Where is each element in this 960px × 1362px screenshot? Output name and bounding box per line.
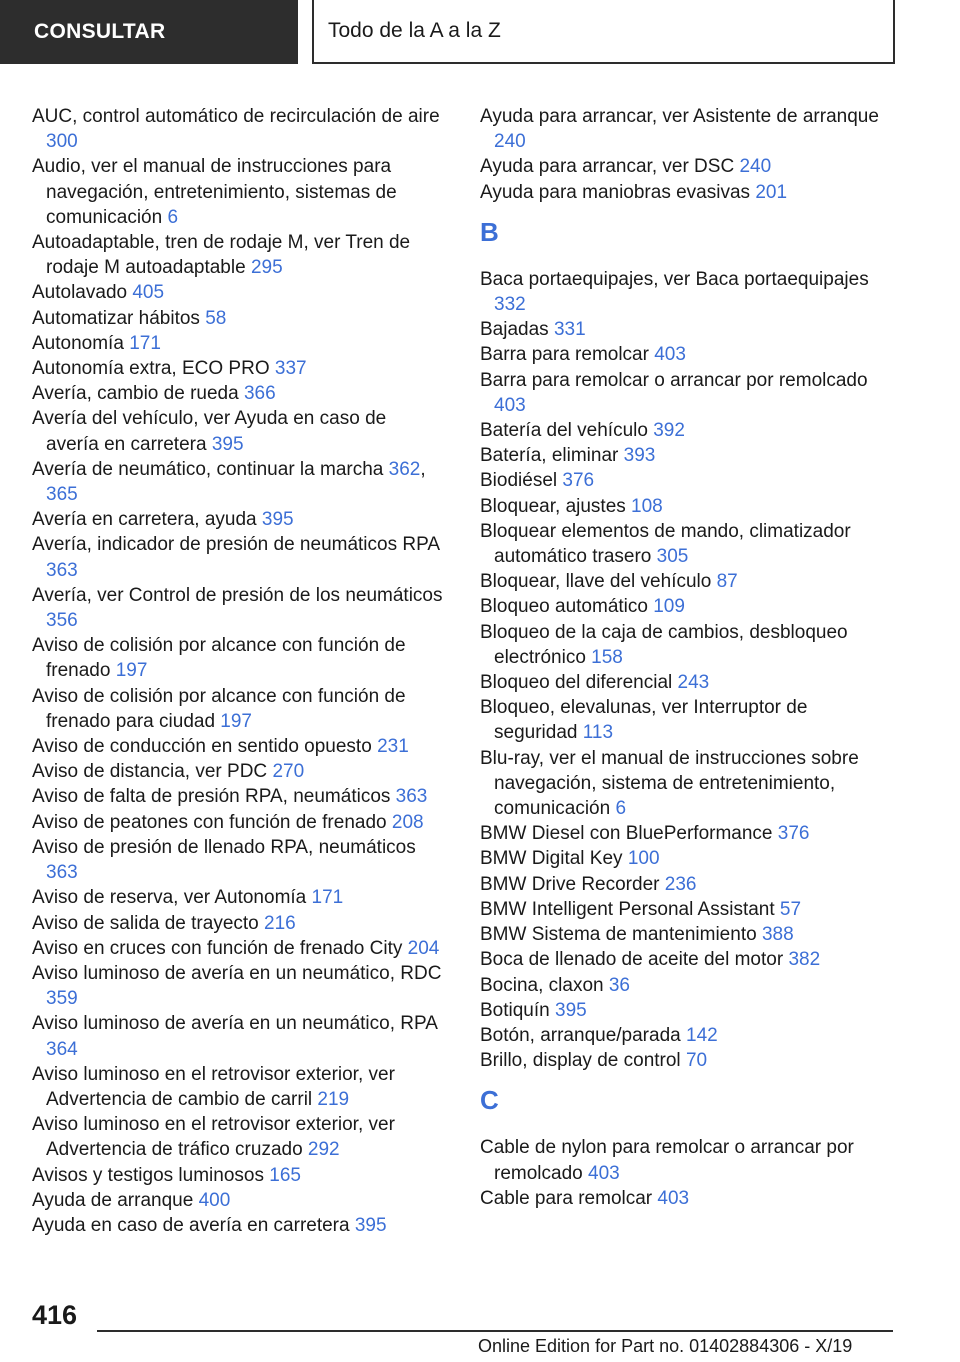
index-entry [32,734,444,759]
index-entry-text: Barra para remolcar o arrancar por remolcado [480,369,868,391]
index-entry [480,317,892,342]
index-entry-text: Blu-ray, ver el manual de instrucciones sobre navegación, sistema de entretenimiento, comunicación [480,747,859,820]
page-reference-link[interactable]: 400 [198,1189,231,1211]
index-entry-text: Botón, arranque/parada [480,1024,681,1046]
index-entry-text: Aviso de reserva, ver Autonomía [32,887,307,909]
page-reference-link[interactable]: 216 [264,912,296,934]
page-reference-link[interactable]: 395 [555,999,587,1021]
index-entry [32,1163,444,1188]
index-entry [480,594,892,619]
index-entry-text: Bloquear, llave del vehículo [480,571,712,593]
index-entry [32,104,444,154]
index-entry-text: BMW Intelligent Personal Assistant [480,898,775,920]
index-entry-text: Bocina, claxon [480,974,604,996]
index-entry-text: Autolavado [32,282,128,304]
index-entry [32,1011,444,1061]
index-entry [480,1186,892,1211]
page-header [0,0,960,66]
index-column-right [480,104,892,1211]
index-entry-text: Ayuda para arrancar, ver Asistente de arranque [480,106,879,127]
index-entry [480,443,892,468]
index-entry-text: Aviso luminoso en el retrovisor exterior, ver Advertencia de cambio de carril [32,1063,395,1110]
index-entry [32,406,444,456]
index-entry-text: Batería, eliminar [480,445,619,467]
page-reference-link[interactable]: 403 [494,394,526,416]
index-entry [32,230,444,280]
page-reference-link[interactable]: 362 [388,458,421,480]
index-entry-text: Aviso luminoso en el retrovisor exterior, ver Advertencia de tráfico cruzado [32,1114,395,1161]
index-entry-text: Aviso luminoso de avería en un neumático, RDC [32,962,442,984]
edition-note: Online Edition for Part no. 01402884306 - X/19 [478,1336,853,1356]
index-entry [32,759,444,784]
index-entry [32,784,444,809]
page-reference-link[interactable]: 197 [115,660,148,682]
page-reference-link[interactable]: 208 [391,811,424,833]
index-entry [480,468,892,493]
page-reference-link[interactable]: 393 [623,445,656,467]
page-reference-link[interactable]: 70 [685,1050,708,1072]
page-reference-link[interactable]: 109 [653,596,685,618]
index-entry [32,583,444,633]
page-reference-link[interactable]: 392 [653,420,685,442]
page-reference-link[interactable]: 197 [220,710,252,732]
index-entry [32,154,444,230]
index-entry [480,267,892,317]
page-reference-link[interactable]: 363 [46,862,78,884]
index-entry [480,569,892,594]
index-entry: Avería de neumático, continuar la marcha 362, 365 [32,458,426,506]
index-entry [32,1112,444,1162]
index-entry [32,280,444,305]
index-entry [32,1062,444,1112]
index-entry-text: Boca de llenado de aceite del motor [480,949,784,971]
index-entry [480,897,892,922]
index-entry [32,1188,444,1213]
page-reference-link[interactable]: 108 [631,495,663,517]
page-reference-link[interactable]: 57 [779,898,802,920]
page-reference-link[interactable]: 100 [627,848,660,870]
page-reference-link[interactable]: 388 [761,924,794,946]
index-entry [32,835,444,885]
index-entry [480,1135,892,1185]
page-reference-link[interactable]: 204 [407,937,440,959]
index-entry [32,306,444,331]
page-reference-link[interactable]: 359 [46,988,78,1010]
index-entry-text: Avería de neumático, continuar la marcha [32,458,384,480]
page-reference-link[interactable]: 201 [755,181,788,203]
index-entry [32,684,444,734]
page-reference-link[interactable]: 363 [46,559,78,581]
index-entry-text: Bloqueo del diferencial [480,672,673,694]
page-reference-link[interactable]: 158 [591,646,623,668]
page-reference-link[interactable]: 243 [677,672,710,694]
index-entry-text: Aviso de distancia, ver PDC [32,761,268,783]
page-reference-link[interactable]: 6 [615,798,627,820]
index-entry-text: Aviso en cruces con función de frenado City [32,937,403,959]
page-reference-link[interactable]: 395 [261,509,294,531]
page-reference-link[interactable]: 142 [686,1024,718,1046]
index-entry-text: Avería, ver Control de presión de los neumáticos [32,584,443,606]
index-entry-text: Cable para remolcar [480,1187,653,1209]
index-entry-text: Bloqueo automático [480,596,648,618]
page-reference-link[interactable]: 364 [46,1038,78,1060]
index-entry-text: Brillo, display de control [480,1050,681,1072]
index-entry [480,821,892,846]
index-entry-text: Bloquear elementos de mando, climatizador automático trasero [480,520,851,568]
index-entry-text: Aviso de salida de trayecto [32,912,259,934]
index-entry [32,911,444,936]
index-entry [32,1213,444,1238]
index-column-left [32,104,444,1238]
index-entry-text: Cable de nylon para remolcar o arrancar por remolcado [480,1137,854,1184]
index-entry-text: Aviso de presión de llenado RPA, neumáticos [32,836,416,858]
index-entry-text: BMW Drive Recorder [480,873,660,895]
page-reference-link[interactable]: 331 [553,319,586,341]
section-tab: CONSULTAR [0,0,298,64]
page-reference-link[interactable]: 382 [788,949,821,971]
index-entry [480,342,892,367]
page-reference-link[interactable]: 332 [494,294,526,316]
page-reference-link[interactable]: 403 [588,1162,620,1184]
index-entry-text: Audio, ver el manual de instrucciones para navegación, entretenimiento, sistemas de comunicación [32,156,397,228]
index-entry-text: BMW Digital Key [480,848,623,870]
index-entry [480,1048,892,1073]
index-entry [480,846,892,871]
index-entry [480,973,892,998]
page-reference-link[interactable]: 113 [582,722,614,744]
page-reference-link[interactable]: 405 [132,282,165,304]
page-reference-link[interactable]: 305 [656,546,689,568]
index-entry [480,620,892,670]
index-entry [32,885,444,910]
index-entry-text: Avería, indicador de presión de neumáticos RPA [32,534,439,556]
page-reference-link[interactable]: 376 [562,470,595,492]
index-entry [480,418,892,443]
page-reference-link[interactable]: 376 [777,823,810,845]
index-entry-text: Bajadas [480,319,549,341]
index-entry [480,1023,892,1048]
index-entry [32,381,444,406]
index-entry-text: Autonomía extra, ECO PRO [32,358,270,380]
index-entry [480,670,892,695]
page-reference-link[interactable]: 240 [739,156,772,178]
index-entry-text: Botiquín [480,999,550,1021]
index-entry [32,507,444,532]
index-entry-text: Autoadaptable, tren de rodaje M, ver Tren de rodaje M autoadaptable [32,232,411,279]
index-entry-text: Bloqueo de la caja de cambios, desbloqueo electrónico [480,621,848,668]
index-entry [32,936,444,961]
chapter-title: Todo de la A a la Z [312,0,895,64]
index-entry [480,180,892,205]
footer-divider [97,1330,893,1332]
index-entry [480,922,892,947]
index-entry-text: Avería en carretera, ayuda [32,509,257,531]
page-reference-link[interactable]: 6 [167,206,179,228]
index-entry-text: Bloqueo, elevalunas, ver Interruptor de seguridad [480,697,808,744]
index-entry [32,633,444,683]
index-entry [480,104,892,154]
page-reference-link[interactable]: 295 [250,257,283,279]
page-reference-link[interactable]: 363 [395,786,428,808]
index-entry-text: Aviso de peatones con función de frenado [32,811,387,833]
page-reference-link[interactable]: 231 [377,736,409,758]
page-reference-link[interactable]: 236 [664,873,697,895]
page-reference-link[interactable]: 300 [46,131,78,153]
page-reference-link[interactable]: 337 [274,358,307,380]
index-entry-text: Avería del vehículo, ver Ayuda en caso de avería en carretera [32,408,387,455]
index-entry [480,154,892,179]
page-reference-link[interactable]: 395 [354,1214,387,1236]
index-entry-text: Biodiésel [480,470,558,492]
index-entry-text: Ayuda para maniobras evasivas [480,181,751,203]
page-reference-link[interactable]: 270 [272,761,305,783]
index-entry [480,695,892,745]
index-entry-text: Autonomía [32,332,124,354]
index-entry [32,532,444,582]
index-entry [480,746,892,822]
page-reference-link[interactable]: 356 [46,610,78,632]
index-entry-text: Baca portaequipajes, ver Baca portaequipajes [480,268,869,290]
index-entry-text: BMW Sistema de mantenimiento [480,924,757,946]
index-entry [480,519,892,569]
page-reference-link[interactable]: 403 [657,1187,690,1209]
page-reference-link[interactable]: 365 [46,484,78,506]
page-reference-link[interactable]: 171 [311,887,344,909]
index-entry-text: Aviso de falta de presión RPA, neumáticos [32,786,391,808]
index-entry [480,872,892,897]
index-entry-text: Aviso luminoso de avería en un neumático, RPA [32,1013,437,1035]
index-entry-text: Avería, cambio de rueda [32,383,239,405]
index-entry [480,947,892,972]
index-letter-heading: B [480,216,499,247]
index-entry-text: Ayuda de arranque [32,1189,194,1211]
index-entry-text: AUC, control automático de recirculación de aire [32,106,440,127]
index-entry [32,810,444,835]
index-entry-text: Avisos y testigos luminosos [32,1164,264,1186]
page-reference-link[interactable]: 36 [608,974,630,996]
page-reference-link[interactable]: 292 [307,1139,340,1161]
page-reference-link[interactable]: 171 [129,332,161,354]
index-entry [32,356,444,381]
page-reference-link[interactable]: 219 [317,1088,350,1110]
index-entry [480,494,892,519]
index-entry-text: Aviso de conducción en sentido opuesto [32,736,372,758]
index-entry [480,368,892,418]
index-entry-text: BMW Diesel con BluePerformance [480,823,773,845]
index-entry [32,331,444,356]
index-entry-text: Bloquear, ajustes [480,495,626,517]
index-entry [32,961,444,1011]
page-reference-link[interactable]: 87 [716,571,738,593]
page-number: 416 [32,1300,78,1330]
index-letter-heading: C [480,1085,499,1116]
page-reference-link[interactable]: 403 [654,344,686,366]
index-entry-text: Automatizar hábitos [32,307,200,329]
index-entry-text: Ayuda para arrancar, ver DSC [480,156,735,178]
index-entry-text: Batería del vehículo [480,420,648,442]
index-entry-text: Aviso de colisión por alcance con función de frenado [32,635,406,682]
index-entry-text: Barra para remolcar [480,344,649,366]
index-entry-text: Aviso de colisión por alcance con función de frenado para ciudad [32,685,406,732]
page-reference-link[interactable]: 395 [211,433,244,455]
page-reference-link[interactable]: 58 [205,307,227,329]
page-reference-link[interactable]: 165 [269,1164,301,1186]
page-reference-link[interactable]: 240 [494,131,526,153]
index-entry [480,998,892,1023]
index-entry-text: Ayuda en caso de avería en carretera [32,1214,350,1236]
page-reference-link[interactable]: 366 [243,383,276,405]
